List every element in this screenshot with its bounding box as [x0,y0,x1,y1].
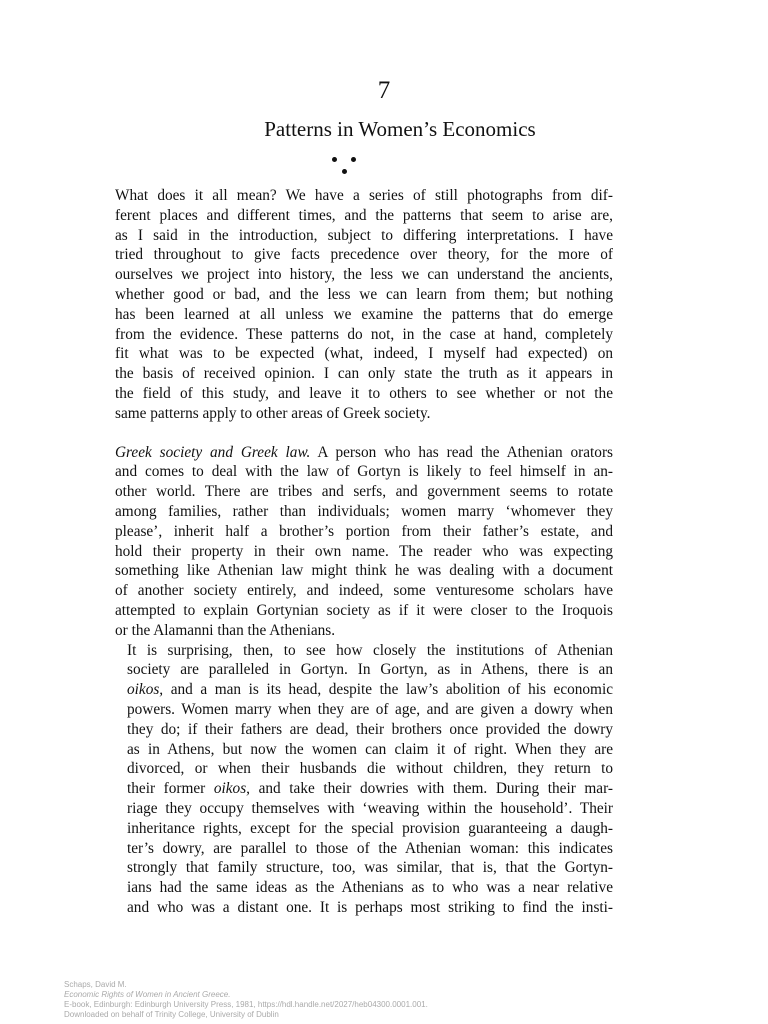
paragraph-line: please’, inherit half a brother’s portion from their father’s estate, and [115,522,613,540]
paragraph-1 [115,186,613,424]
paragraph-line: It is surprising, then, to see how closely the institutions of Athenian [127,641,613,659]
chapter-number: 7 [377,77,391,104]
paragraph-line: of another society entirely, and indeed, some venturesome scholars have [115,582,613,600]
paragraph-line [115,680,613,700]
paragraph-line: other world. There are tribes and serfs, and government seems to rotate [115,483,613,501]
paragraph-line: from the evidence. These patterns do not, in the case at hand, completely [115,325,613,343]
chapter-body [115,186,613,918]
ornament-dots-icon [330,154,360,180]
paragraph-line: among families, rather than individuals; women marry ‘whomever they [115,502,613,520]
paragraph-line [115,443,613,463]
section-heading: Greek society and Greek law. [115,443,311,461]
citation-author: Schaps, David M. [64,980,127,989]
paragraph-line: hold their property in their own name. The reader who was expecting [115,542,613,560]
paragraph-line: fit what was to be expected (what, indeed, I myself had expected) on [115,345,613,363]
paragraph-line: society are paralleled in Gortyn. In Gortyn, as in Athens, there is an [127,661,613,679]
paragraph-2 [115,443,613,641]
term-oikos: oikos, [213,780,250,798]
citation-line-1 [64,980,428,1000]
paragraph-line: has been learned at all unless we examine the patterns that do emerge [115,305,613,323]
paragraph-line-text: A person who has read the Athenian orators [310,443,613,461]
paragraph-line: and comes to deal with the law of Gortyn is likely to feel himself in an- [115,463,613,481]
paragraph-3 [115,641,613,918]
paragraph-line: ourselves we project into history, the less we can understand the ancients, [115,266,613,284]
paragraph-line: inheritance rights, except for the special provision guaranteeing a daugh- [127,819,613,837]
paragraph-line [115,779,613,799]
paragraph-line: the basis of received opinion. I can only state the truth as it appears in [115,365,613,383]
paragraph-line: riage they occupy themselves with ‘weaving within the household’. Their [127,799,613,817]
paragraph-line: they do; if their fathers are dead, their brothers once provided the dowry [127,720,613,738]
paragraph-line: ter’s dowry, are parallel to those of the Athenian woman: this indicates [127,839,613,857]
chapter-title: Patterns in Women’s Economics [264,117,536,141]
paragraph-line: ians had the same ideas as the Athenians as to who was a near relative [127,879,613,897]
paragraph-line: something like Athenian law might think he was dealing with a document [115,562,613,580]
citation-line-3: Downloaded on behalf of Trinity College, University of Dublin [64,1010,279,1019]
paragraph-line: the field of this study, and leave it to others to see whether or not the [115,384,613,402]
paragraph-line: ferent places and different times, and the patterns that seem to arise are, [115,206,613,224]
citation-title: Economic Rights of Women in Ancient Greece. [64,990,231,999]
citation-footer [64,980,428,1020]
paragraph-line-text: their former [127,780,214,798]
paragraph-line: attempted to explain Gortynian society as if it were closer to the Iroquois [115,601,613,619]
paragraph-line: whether good or bad, and the less we can learn from them; but nothing [115,285,613,303]
paragraph-line-text: and take their dowries with them. During their mar- [249,780,613,798]
paragraph-line: What does it all mean? We have a series of still photographs from dif- [115,187,613,204]
paragraph-line: strongly that family structure, too, was similar, that is, that the Gortyn- [127,859,613,877]
term-oikos: oikos, [127,681,164,699]
paragraph-line: or the Alamanni than the Athenians. [115,621,336,639]
paragraph-line: tried throughout to give facts precedence over theory, for the more of [115,246,613,264]
paragraph-line-text: and a man is its head, despite the law’s abolition of his economic [163,681,613,699]
paragraph-line: and who was a distant one. It is perhaps most striking to find the insti- [127,898,613,916]
paragraph-line: powers. Women marry when they are of age, and are given a dowry when [127,700,613,718]
paragraph-line: same patterns apply to other areas of Greek society. [115,404,431,422]
citation-line-2: E-book, Edinburgh: Edinburgh University Press, 1981, https://hdl.handle.net/2027/heb04300.0001.001. [64,1000,428,1009]
paragraph-line: as I said in the introduction, subject to differing interpretations. I have [115,226,613,244]
paragraph-line: as in Athens, but now the women can claim it of right. When they are [127,740,613,758]
paragraph-line: divorced, or when their husbands die without children, they return to [127,760,613,778]
